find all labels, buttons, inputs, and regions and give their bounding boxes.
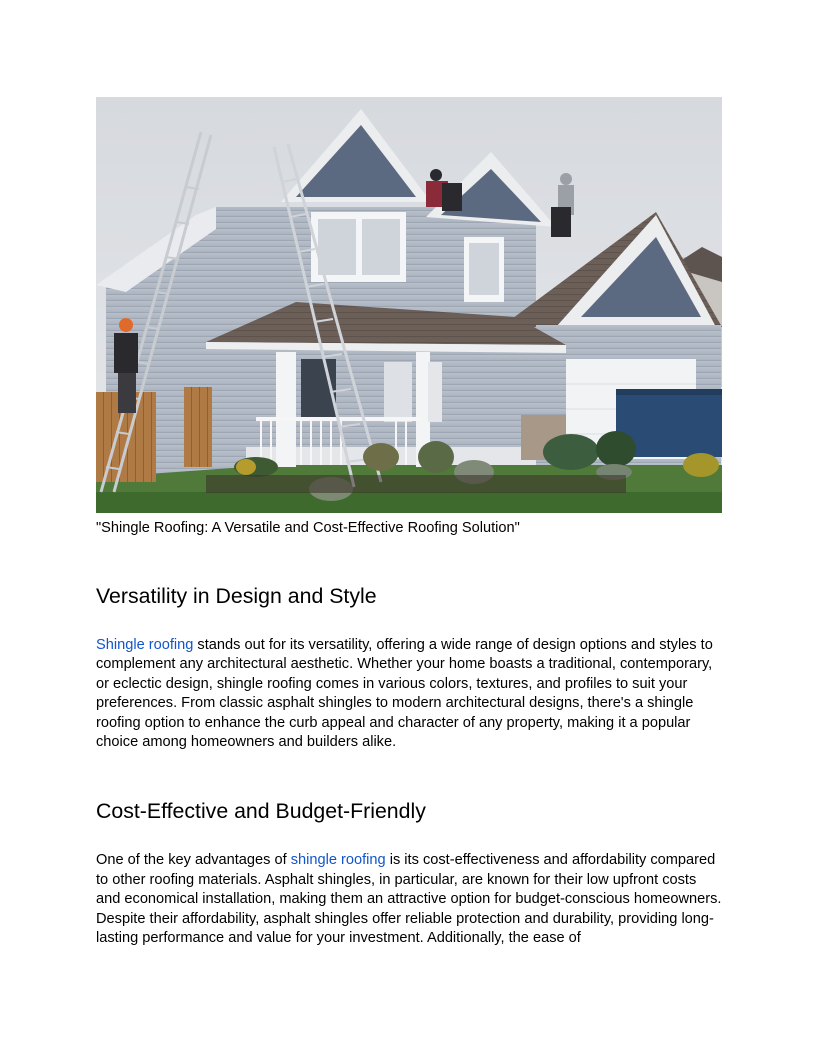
- house-roofing-photo: [96, 97, 722, 513]
- paragraph-versatility: [96, 636, 722, 752]
- heading-versatility: Versatility in Design and Style: [96, 584, 377, 608]
- image-caption: "Shingle Roofing: A Versatile and Cost-Effective Roofing Solution": [96, 520, 520, 536]
- heading-cost-effective: Cost-Effective and Budget-Friendly: [96, 799, 426, 824]
- document-page: [96, 97, 722, 948]
- paragraph-cost-effective: [96, 851, 722, 948]
- paragraph-cost-text-before: One of the key advantages of: [96, 852, 291, 869]
- paragraph-versatility-text: stands out for its versatility, offering a wide range of design options and styles to complement any architectural aesthetic. Whether your home boasts a traditional, contemporary, or eclectic design, shingle roofing comes in various colors, textures, and profiles to suit your preferences. From classic asphalt shingles to modern architectural designs, there's a shingle roofing option to enhance the curb appeal and character of any property, making it a popular choice among homeowners and builders alike.: [96, 637, 713, 751]
- shingle-roofing-link-2[interactable]: shingle roofing: [290, 852, 386, 869]
- shingle-roofing-link[interactable]: Shingle roofing: [96, 637, 194, 653]
- paragraph-cost-text-after: is its cost-effectiveness and affordability compared to other roofing materials. Asphalt shingles, in particular, are known for their low upfront costs and economical installation, making them an attractive option for budget-conscious homeowners. Despite their affordability, asphalt shingles offer reliable protection and durability, providing long-lasting performance and value for your investment. Additionally, the ease of: [96, 852, 722, 947]
